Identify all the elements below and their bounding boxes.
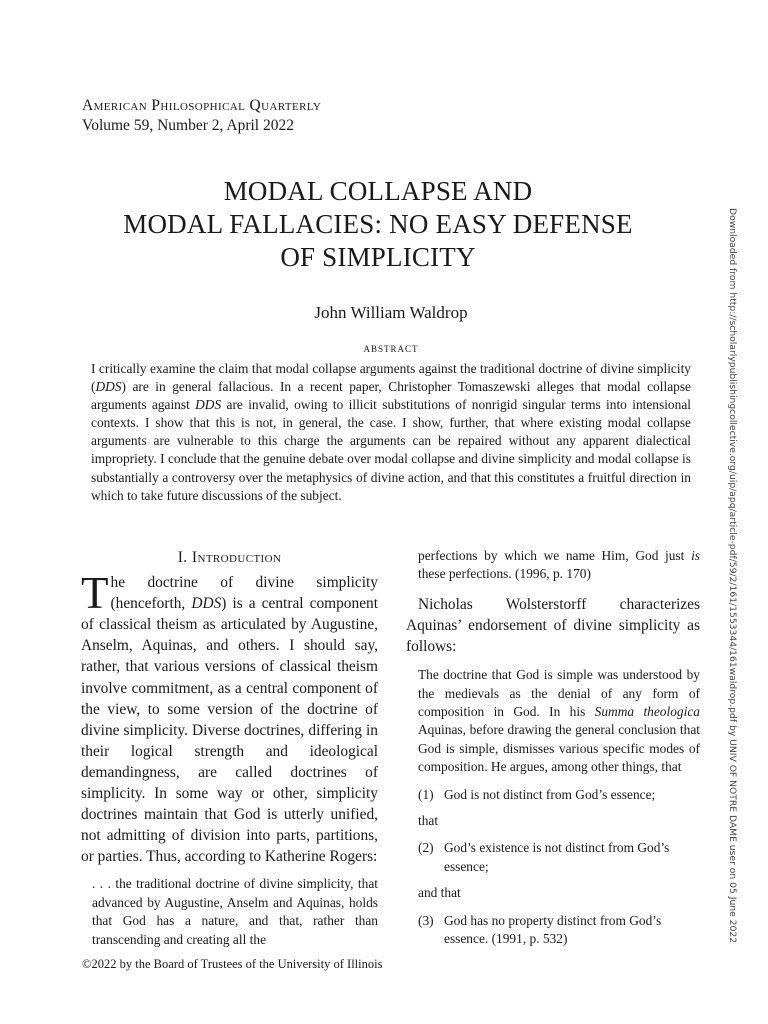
article-title (60, 175, 696, 274)
rogers-quote-continued (418, 547, 700, 584)
quote-text-run: Aquinas, before drawing the general conclusion that God is simple, dismisses various specific modes of composition. He argues, among other things, that (418, 722, 700, 775)
connector-text: that (418, 812, 439, 828)
item-number: (1) (418, 786, 434, 802)
intro-text-run: ) is a central component of classical theism as articulated by Augustine, Anselm, Aquinas, and others. I should say, rather, that various versions of classical theism involve commitment, as a central component of the view, to some version of the doctrine of divine simplicity. Diverse doctrines, differing in their logical strength and ideological demandingness, are called doctrines of simplicity. In some way or other, simplicity doctrines maintain that God is utterly unified, not admitting of division into parts, partitions, or parties. Thus, according to Katherine Rogers: (81, 595, 378, 866)
quote-text-run: perfections by which we name Him, God just (418, 548, 692, 563)
item-text: God is not distinct from God’s essence; (444, 786, 656, 802)
item-text: God has no property distinct from God’s essence. (1991, p. 532) (444, 912, 662, 946)
volume-info: Volume 59, Number 2, April 2022 (82, 117, 294, 134)
author-name: John William Waldrop (314, 303, 468, 322)
title-line: MODAL COLLAPSE AND (223, 176, 533, 206)
quote-text-run: The doctrine that God is simple was understood by the medievals as the denial of any form of composition in God. In his (418, 667, 700, 719)
item-number: (3) (418, 912, 434, 928)
wolterstorff-paragraph: Nicholas Wolsterstorff characterizes Aquinas’ endorsement of divine simplicity as follows: (406, 595, 700, 655)
wolterstorff-quote (418, 666, 700, 948)
title-line: OF SIMPLICITY (280, 242, 476, 272)
abstract-text-run: I critically examine the claim that modal collapse arguments against the traditional doctrine of divine simplicity ( (91, 361, 691, 395)
intro-text-run: he doctrine of divine simplicity (henceforth, (110, 574, 378, 613)
left-column (81, 547, 378, 949)
right-column (406, 547, 700, 948)
journal-name: American Philosophical Quarterly (82, 97, 322, 114)
item-number: (2) (418, 840, 434, 856)
title-line: MODAL FALLACIES: NO EASY DEFENSE (123, 209, 633, 239)
abstract-text-run: ) are in general fallacious. In a recent paper, Christopher Tomaszewski alleges that modal collapse arguments against (91, 379, 691, 413)
abstract-text-run: are invalid, owing to illicit substitutions of nonrigid singular terms into intensional contexts. I show that this is not, in general, the case. I show, further, that where existing modal collapse arguments are vulnerable to this charge the arguments can be repaired without any apparent dialectical impropriety. I conclude that the genuine debate over modal collapse and divine simplicity and modal collapse is substantially a controversy over the metaphysics of divine action, and that this constitutes a fruitful direction in which to take future discussions of the subject. (91, 397, 691, 503)
download-watermark: Downloaded from http://scholarlypublishingcollective.org/uip/apq/article-pdf/59/2/161/1553344/161waldrop.pdf by UNIV OF NOTRE DAME user on 05 June 2022 (727, 208, 738, 944)
intro-italic-run: DDS (191, 595, 222, 613)
intro-paragraph (81, 568, 378, 867)
drop-cap: T (81, 568, 109, 619)
numbered-item (418, 786, 700, 804)
rogers-quote: . . . the traditional doctrine of divine simplicity, that advanced by Augustine, Anselm and Aquinas, holds that God has a nature, and that, rather than transcending and creating all the (92, 876, 378, 947)
abstract-text (91, 360, 691, 505)
quote-body (418, 666, 700, 776)
item-text: God’s existence is not distinct from God’s essence; (444, 840, 670, 874)
quote-italic-run: Summa theologica (594, 703, 700, 719)
abstract-heading: abstract (363, 341, 419, 355)
quote-italic-run: is (691, 548, 700, 563)
copyright-footer: ©2022 by the Board of Trustees of the University of Illinois (82, 957, 383, 971)
numbered-item (418, 912, 700, 949)
abstract-italic-run: DDS (195, 397, 222, 413)
numbered-item (418, 839, 700, 876)
section-heading: I. Introduction (177, 549, 282, 566)
quote-text-run: these perfections. (1996, p. 170) (418, 566, 591, 582)
connector-text: and that (418, 885, 461, 901)
abstract-italic-run: DDS (95, 379, 122, 395)
